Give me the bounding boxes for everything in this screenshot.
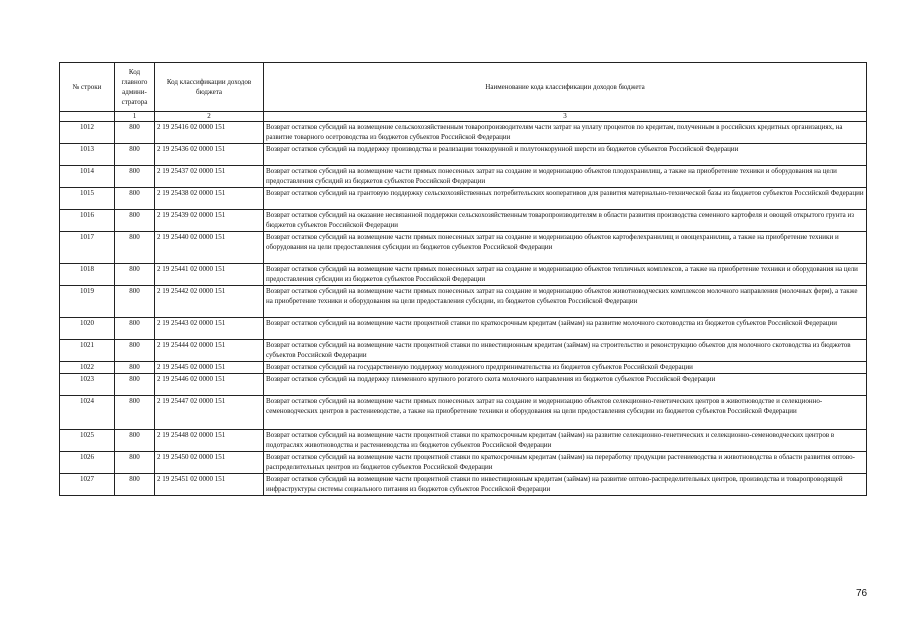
table-row bbox=[60, 286, 867, 318]
table-row bbox=[60, 474, 867, 496]
table-row bbox=[60, 210, 867, 232]
admin-code-cell: 800 bbox=[115, 318, 155, 340]
table-row bbox=[60, 362, 867, 374]
header-row-no: № строки bbox=[60, 63, 115, 112]
admin-code-cell: 800 bbox=[115, 122, 155, 144]
table-row bbox=[60, 374, 867, 396]
classification-code-cell: 2 19 25448 02 0000 151 bbox=[155, 430, 264, 452]
income-name-cell: Возврат остатков субсидий на возмещение части прямых понесенных затрат на создание и модернизацию объектов тепличных комплексов, а также на приобретение техники и оборудования на цели предоставления субсидии из бюджетов субъектов Российской Федерации bbox=[264, 264, 867, 286]
classification-code-cell: 2 19 25444 02 0000 151 bbox=[155, 340, 264, 362]
table-row bbox=[60, 144, 867, 166]
admin-code-cell: 800 bbox=[115, 474, 155, 496]
row-number-cell: 1019 bbox=[60, 286, 115, 318]
income-name-cell: Возврат остатков субсидий на возмещение части прямых понесенных затрат на создание и модернизацию объектов картофелехранилищ и овощехранилищ, а также на приобретение техники и оборудования на цели предоставления субсидии из бюджетов субъектов Российской Федерации bbox=[264, 232, 867, 264]
table-row bbox=[60, 232, 867, 264]
column-number bbox=[60, 112, 115, 122]
classification-code-cell: 2 19 25451 02 0000 151 bbox=[155, 474, 264, 496]
row-number-cell: 1012 bbox=[60, 122, 115, 144]
row-number-cell: 1015 bbox=[60, 188, 115, 210]
table-row bbox=[60, 318, 867, 340]
row-number-cell: 1025 bbox=[60, 430, 115, 452]
classification-code-cell: 2 19 25441 02 0000 151 bbox=[155, 264, 264, 286]
admin-code-cell: 800 bbox=[115, 430, 155, 452]
row-number-cell: 1022 bbox=[60, 362, 115, 374]
column-number: 3 bbox=[264, 112, 867, 122]
row-number-cell: 1027 bbox=[60, 474, 115, 496]
income-name-cell: Возврат остатков субсидий на возмещение части прямых понесенных затрат на создание и модернизацию объектов плодохранилищ, а также на приобретение техники и оборудования на цели предоставления субсидий из бюджетов субъектов Российской Федерации bbox=[264, 166, 867, 188]
admin-code-cell: 800 bbox=[115, 264, 155, 286]
classification-code-cell: 2 19 25445 02 0000 151 bbox=[155, 362, 264, 374]
income-name-cell: Возврат остатков субсидий на возмещение сельскохозяйственным товаропроизводителям части затрат на уплату процентов по кредитам, полученным в российских кредитных организациях, на развитие товарного осетроводства из бюджетов субъектов Российской Федерации bbox=[264, 122, 867, 144]
admin-code-cell: 800 bbox=[115, 232, 155, 264]
header-admin-code: Код главного админи-стратора bbox=[115, 63, 155, 112]
admin-code-cell: 800 bbox=[115, 144, 155, 166]
income-name-cell: Возврат остатков субсидий на возмещение части процентной ставки по краткосрочным кредитам (займам) на развитие селекционно-генетических и селекционно-семеноводческих центров в подотраслях животноводства и растениеводства из бюджетов субъектов Российской Федерации bbox=[264, 430, 867, 452]
table-row bbox=[60, 430, 867, 452]
row-number-cell: 1026 bbox=[60, 452, 115, 474]
column-number: 2 bbox=[155, 112, 264, 122]
header-row bbox=[60, 63, 867, 112]
table-row bbox=[60, 452, 867, 474]
admin-code-cell: 800 bbox=[115, 452, 155, 474]
admin-code-cell: 800 bbox=[115, 340, 155, 362]
table-row bbox=[60, 340, 867, 362]
income-name-cell: Возврат остатков субсидий на возмещение части процентной ставки по инвестиционным кредитам (займам) на развитие оптово-распределительных центров, производства и товаропроводящей инфраструктуры системы социального питания из бюджетов субъектов Российской Федерации bbox=[264, 474, 867, 496]
income-name-cell: Возврат остатков субсидий на поддержку племенного крупного рогатого скота молочного направления из бюджетов субъектов Российской Федерации bbox=[264, 374, 867, 396]
admin-code-cell: 800 bbox=[115, 286, 155, 318]
header-class-code: Код классификации доходов бюджета bbox=[155, 63, 264, 112]
classification-code-cell: 2 19 25447 02 0000 151 bbox=[155, 396, 264, 430]
classification-code-cell: 2 19 25436 02 0000 151 bbox=[155, 144, 264, 166]
classification-code-cell: 2 19 25443 02 0000 151 bbox=[155, 318, 264, 340]
row-number-cell: 1021 bbox=[60, 340, 115, 362]
income-name-cell: Возврат остатков субсидий на грантовую поддержку сельскохозяйственных потребительских кооперативов для развития материально-технической базы из бюджетов субъектов Российской Федерации bbox=[264, 188, 867, 210]
admin-code-cell: 800 bbox=[115, 188, 155, 210]
classification-code-cell: 2 19 25416 02 0000 151 bbox=[155, 122, 264, 144]
table-row bbox=[60, 122, 867, 144]
admin-code-cell: 800 bbox=[115, 362, 155, 374]
table-row bbox=[60, 396, 867, 430]
row-number-cell: 1014 bbox=[60, 166, 115, 188]
income-name-cell: Возврат остатков субсидий на возмещение части процентной ставки по инвестиционным кредитам (займам) на строительство и реконструкцию объектов для молочного скотоводства из бюджетов субъектов Российской Федерации bbox=[264, 340, 867, 362]
header-name: Наименование кода классификации доходов бюджета bbox=[264, 63, 867, 112]
admin-code-cell: 800 bbox=[115, 210, 155, 232]
admin-code-cell: 800 bbox=[115, 396, 155, 430]
row-number-cell: 1013 bbox=[60, 144, 115, 166]
budget-classification-table bbox=[59, 62, 867, 496]
column-number-row bbox=[60, 112, 867, 122]
classification-code-cell: 2 19 25437 02 0000 151 bbox=[155, 166, 264, 188]
table-row bbox=[60, 188, 867, 210]
table-row bbox=[60, 166, 867, 188]
income-name-cell: Возврат остатков субсидий на возмещение части процентной ставки по краткосрочным кредитам (займам) на переработку продукции растениеводства и животноводства в области развития оптово-распределительных центров из бюджетов субъектов Российской Федерации bbox=[264, 452, 867, 474]
row-number-cell: 1018 bbox=[60, 264, 115, 286]
classification-code-cell: 2 19 25440 02 0000 151 bbox=[155, 232, 264, 264]
row-number-cell: 1016 bbox=[60, 210, 115, 232]
row-number-cell: 1024 bbox=[60, 396, 115, 430]
income-name-cell: Возврат остатков субсидий на возмещение части прямых понесенных затрат на создание и модернизацию объектов селекционно-генетических центров в животноводстве и селекционно-семеноводческих центров в растениеводстве, а также на приобретение техники и оборудования на цели предоставления субсидии из бюджетов субъектов Российской Федерации bbox=[264, 396, 867, 430]
row-number-cell: 1017 bbox=[60, 232, 115, 264]
page-number: 76 bbox=[856, 588, 868, 599]
classification-code-cell: 2 19 25439 02 0000 151 bbox=[155, 210, 264, 232]
row-number-cell: 1023 bbox=[60, 374, 115, 396]
admin-code-cell: 800 bbox=[115, 166, 155, 188]
income-name-cell: Возврат остатков субсидий на государственную поддержку молодежного предпринимательства из бюджетов субъектов Российской Федерации bbox=[264, 362, 867, 374]
table-row bbox=[60, 264, 867, 286]
classification-code-cell: 2 19 25446 02 0000 151 bbox=[155, 374, 264, 396]
admin-code-cell: 800 bbox=[115, 374, 155, 396]
income-name-cell: Возврат остатков субсидий на возмещение части прямых понесенных затрат на создание и модернизацию объектов животноводческих комплексов молочного направления (молочных ферм), а также на приобретение техники и оборудования на цели предоставления субсидии, из бюджетов субъектов Российской Федерации bbox=[264, 286, 867, 318]
row-number-cell: 1020 bbox=[60, 318, 115, 340]
income-name-cell: Возврат остатков субсидий на оказание несвязанной поддержки сельскохозяйственным товаропроизводителям в области развития производства семенного картофеля и овощей открытого грунта из бюджетов субъектов Российской Федерации bbox=[264, 210, 867, 232]
classification-code-cell: 2 19 25438 02 0000 151 bbox=[155, 188, 264, 210]
column-number: 1 bbox=[115, 112, 155, 122]
income-name-cell: Возврат остатков субсидий на поддержку производства и реализации тонкорунной и полутонкорунной шерсти из бюджетов субъектов Российской Федерации bbox=[264, 144, 867, 166]
classification-code-cell: 2 19 25450 02 0000 151 bbox=[155, 452, 264, 474]
income-name-cell: Возврат остатков субсидий на возмещение части процентной ставки по краткосрочным кредитам (займам) на развитие молочного скотоводства из бюджетов субъектов Российской Федерации bbox=[264, 318, 867, 340]
classification-code-cell: 2 19 25442 02 0000 151 bbox=[155, 286, 264, 318]
